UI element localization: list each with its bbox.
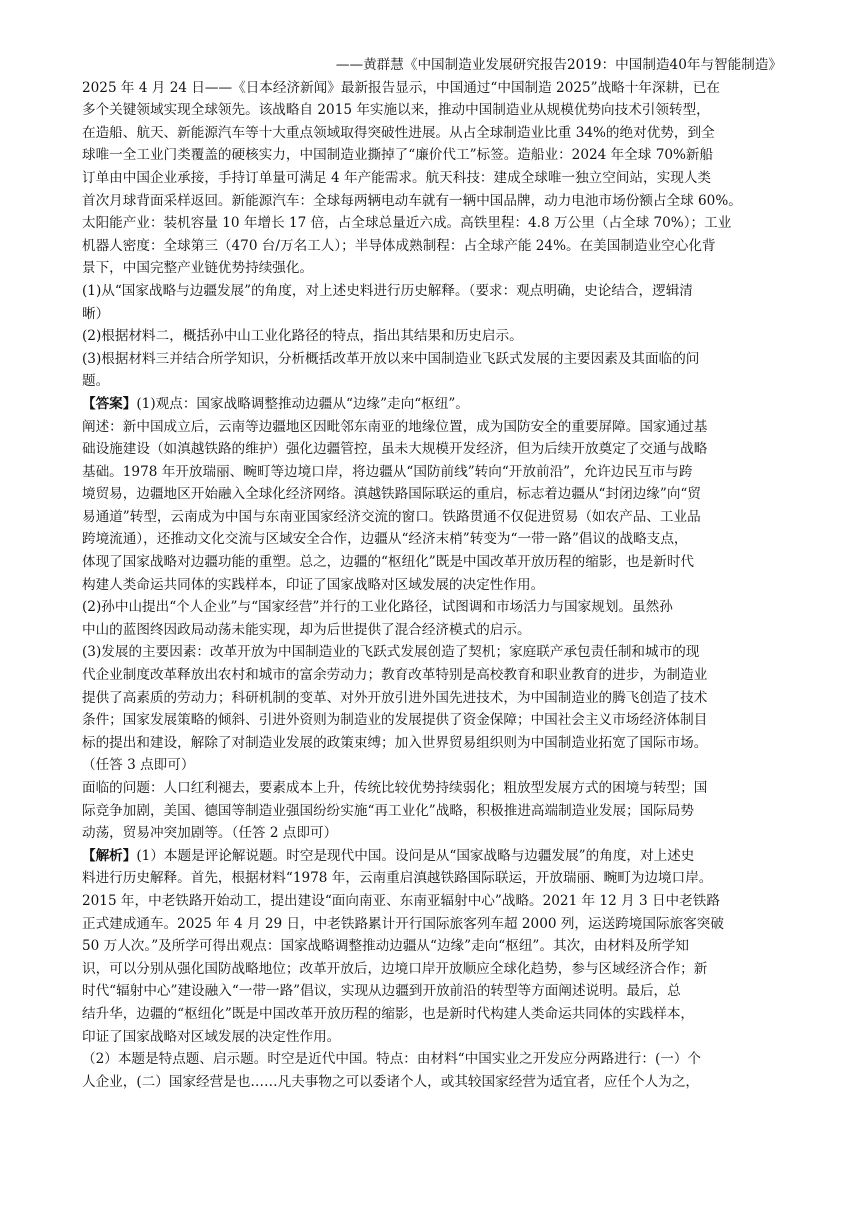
section-heading: 【解析】 bbox=[82, 847, 137, 864]
text-line: (2)根据材料二，概括孙中山工业化路径的特点，指出其结果和历史启示。 bbox=[82, 328, 523, 345]
text-line: 中山的蓝图终因政局动荡未能实现，却为后世提供了混合经济模式的启示。 bbox=[82, 621, 531, 638]
text-line: 境贸易，边疆地区开始融入全球化经济网络。滇越铁路国际联运的重启，标志着边疆从“封闭边缘”向“贸 bbox=[82, 486, 701, 503]
text-line: (1)从“国家战略与边疆发展”的角度，对上述史料进行历史解释。（要求：观点明确，史论结合，逻辑清 bbox=[82, 282, 693, 299]
text-line: 识，可以分别从强化国防战略地位；改革开放后，边境口岸开放顺应全球化趋势，参与区域经济合作；新 bbox=[82, 960, 708, 977]
text-line: 际竞争加剧，美国、德国等制造业强国纷纷实施“再工业化”战略，积极推进高端制造业发展；国际局势 bbox=[82, 802, 695, 819]
text-line: 印证了国家战略对区域发展的决定性作用。 bbox=[82, 1028, 341, 1045]
text-line: 基础。1978 年开放瑞丽、畹町等边境口岸，将边疆从“国防前线”转向“开放前沿”，允许边民互市与跨 bbox=[82, 463, 693, 480]
text-line: （任答 3 点即可） bbox=[82, 757, 195, 774]
text-line: 2015 年，中老铁路开始动工，提出建设“面向南亚、东南亚辐射中心”战略。2021 年 12 月 3 日中老铁路 bbox=[82, 892, 720, 909]
text-line bbox=[82, 845, 782, 868]
text-line: 人企业，(二）国家经营是也……凡夫事物之可以委诸个人，或其较国家经营为适宜者，应任个人为之， bbox=[82, 1073, 700, 1090]
text-line: 跨境流通），还推动文化交流与区域安全合作，边疆从“经济末梢”转变为“一带一路”倡议的战略支点， bbox=[82, 531, 688, 548]
text-line: 时代“辐射中心”建设融入“一带一路”倡议，实现从边疆到开放前沿的转型等方面阐述说明。最后，总 bbox=[82, 983, 681, 1000]
text-line: 机器人密度：全球第三（470 台/万名工人）；半导体成熟制程：占全球产能 24%。在美国制造业空心化背 bbox=[82, 237, 716, 254]
text-line: 在造船、航天、新能源汽车等十大重点领域取得突破性进展。从占全球制造业比重 34%的绝对优势，到全 bbox=[82, 124, 715, 141]
text-line bbox=[82, 393, 782, 416]
text-line: 面临的问题：人口红利褪去，要素成本上升，传统比较优势持续弱化；粗放型发展方式的困境与转型；国 bbox=[82, 780, 708, 796]
text-line: 代企业制度改革释放出农村和城市的富余劳动力；教育改革特别是高校教育和职业教育的进步，为制造业 bbox=[82, 667, 708, 684]
text-line: 构建人类命运共同体的实践样本，印证了国家战略对区域发展的决定性作用。 bbox=[82, 576, 545, 593]
text-line: 题。 bbox=[82, 373, 110, 390]
text-line: (3)根据材料三并结合所学知识，分析概括改革开放以来中国制造业飞跃式发展的主要因素及其面临的问 bbox=[82, 350, 700, 367]
text-line: 景下，中国完整产业链优势持续强化。 bbox=[82, 260, 314, 277]
text-line: 晰） bbox=[82, 305, 110, 322]
text-line: 球唯一全工业门类覆盖的硬核实力，中国制造业撕掉了“廉价代工”标签。造船业：2024 年全球 70%新船 bbox=[82, 147, 714, 164]
section-heading: 【答案】 bbox=[82, 395, 137, 412]
document-page bbox=[82, 54, 782, 1093]
section-heading-text: (1)观点：国家战略调整推动边疆从“边缘”走向“枢纽”。 bbox=[136, 395, 469, 412]
text-line: 结升华，边疆的“枢纽化”既是中国改革开放历程的缩影，也是新时代构建人类命运共同体的实践样本， bbox=[82, 1005, 695, 1022]
text-line: （2）本题是特点题、启示题。时空是近代中国。特点：由材料“中国实业之开发应分两路进行：(一）个 bbox=[82, 1051, 702, 1068]
text-line: (3)发展的主要因素：改革开放为中国制造业的飞跃式发展创造了契机；家庭联产承包责任制和城市的现 bbox=[82, 644, 700, 661]
text-line: 50 万人次。”及所学可得出观点：国家战略调整推动边疆从“边缘”走向“枢纽”。其次，由材料及所学知 bbox=[82, 938, 689, 955]
text-line: 易通道”转型，云南成为中国与东南亚国家经济交流的窗口。铁路贯通不仅促进贸易（如农产品、工业品 bbox=[82, 508, 701, 525]
text-line: 动荡，贸易冲突加剧等。（任答 2 点即可） bbox=[82, 825, 338, 842]
text-line: 首次月球背面采样返回。新能源汽车：全球每两辆电动车就有一辆中国品牌，动力电池市场份额占全球 60%。 bbox=[82, 192, 742, 209]
text-line: 2025 年 4 月 24 日——《日本经济新闻》最新报告显示，中国通过“中国制造 2025”战略十年深耕，已在 bbox=[82, 79, 720, 96]
text-line: 太阳能产业：装机容量 10 年增长 17 倍，占全球总量近六成。高铁里程：4.8 万公里（占全球 70%）；工业 bbox=[82, 215, 732, 232]
text-line: 体现了国家战略对边疆功能的重塑。总之，边疆的“枢纽化”既是中国改革开放历程的缩影，也是新时代 bbox=[82, 554, 695, 571]
text-line: 标的提出和建设，解除了对制造业发展的政策束缚；加入世界贸易组织则为中国制造业拓宽了国际市场。 bbox=[82, 734, 708, 751]
text-line: 阐述：新中国成立后，云南等边疆地区因毗邻东南亚的地缘位置，成为国防安全的重要屏障。国家通过基 bbox=[82, 418, 708, 435]
text-line: 条件；国家发展策略的倾斜、引进外资则为制造业的发展提供了资金保障；中国社会主义市场经济体制目 bbox=[82, 712, 708, 729]
text-line: 础设施建设（如滇越铁路的维护）强化边疆管控，虽未大规模开发经济，但为后续开放奠定了交通与战略 bbox=[82, 441, 708, 458]
text-line: 多个关键领域实现全球领先。该战略自 2015 年实施以来，推动中国制造业从规模优势向技术引领转型， bbox=[82, 102, 710, 119]
text-line: 料进行历史解释。首先，根据材料“1978 年，云南重启滇越铁路国际联运，开放瑞丽、畹町为边境口岸。 bbox=[82, 870, 713, 887]
text-line: (2)孙中山提出“个人企业”与“国家经营”并行的工业化路径，试图调和市场活力与国家规划。虽然孙 bbox=[82, 599, 673, 616]
text-line: 提供了高素质的劳动力；科研机制的变革、对外开放引进外国先进技术，为中国制造业的腾飞创造了技术 bbox=[82, 689, 708, 706]
text-line: 正式建成通车。2025 年 4 月 29 日，中老铁路累计开行国际旅客列车超 2000 列，运送跨境国际旅客突破 bbox=[82, 915, 724, 932]
source-citation: ——黄群慧《中国制造业发展研究报告2019：中国制造40年与智能制造》 bbox=[335, 57, 782, 73]
text-line: 订单由中国企业承接，手持订单量可满足 4 年产能需求。航天科技：建成全球唯一独立空间站，实现人类 bbox=[82, 169, 712, 186]
section-heading-text: (1）本题是评论解说题。时空是现代中国。设问是从“国家战略与边疆发展”的角度，对上述史 bbox=[136, 847, 695, 864]
